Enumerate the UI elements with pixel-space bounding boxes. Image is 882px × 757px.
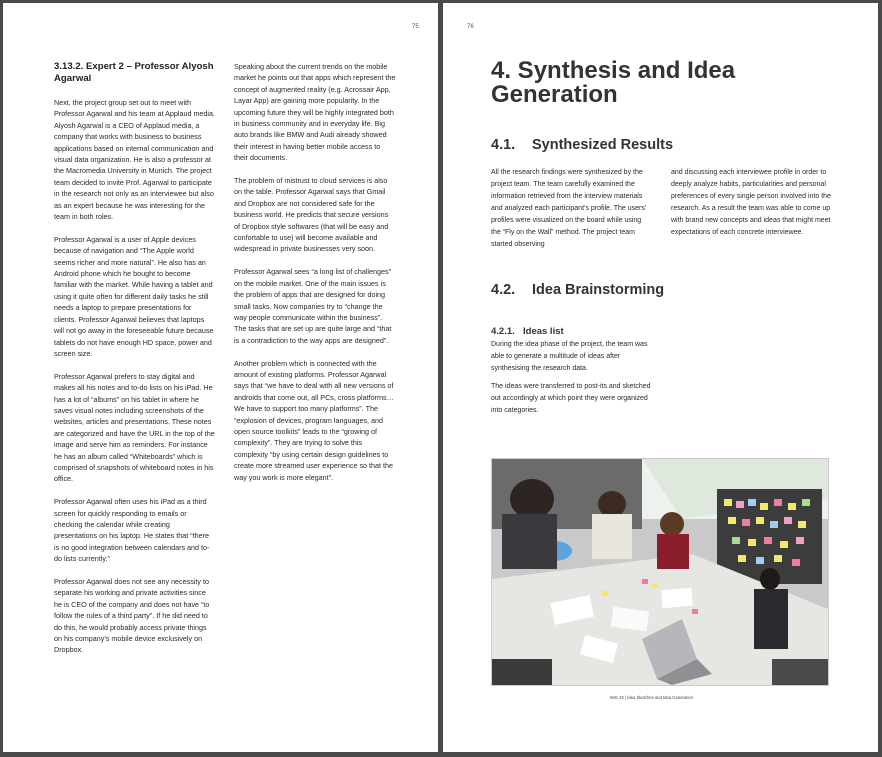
left-column-a	[54, 61, 215, 667]
section-heading-4-2	[491, 282, 664, 298]
page-number: 76	[467, 24, 474, 30]
section-title: 3.13.2. Expert 2 – Professor Alyosh Agarwal	[54, 61, 214, 84]
chapter-title: 4. Synthesis and Idea Generation	[491, 57, 736, 108]
subsection-heading-4-2-1	[491, 326, 564, 337]
paragraph: Professor Agarwal is a user of Apple devices because of navigation and “The Apple world seems richer and more natural”. He also has an Android phone which he bought to become familiar with the market. While having a tablet and using it quite often for different daily tasks he still needs a laptop to prepare presentations for clients. Professor Agarwal believes that laptops will not go away in the foreseeable future because tablets do not have enough HD space, power and screen size.	[54, 234, 214, 358]
paragraph: Professor Agarwal does not see any necessity to separate his working and private activities since he is CEO of the company and does not have “to follow the rules of a third party”. If he did need to do this, he would probably access private things on his company’s mobile device exclusively on Dropbox.	[54, 577, 210, 655]
section-title: Synthesized Results	[532, 137, 674, 153]
paragraph: and discussing each interviewee profile in order to deeply analyze habits, particularities and personal preferences of every single person involved into the research. As a result the team was able to come up with brand new concepts and ideas that might meet expectations of each concrete interviewee.	[671, 169, 831, 236]
section-title: Idea Brainstorming	[532, 282, 665, 298]
page-number: 75	[412, 24, 419, 30]
paragraph: During the idea phase of the project, the team was able to generate a multitude of ideas after synthesising the research data.	[491, 341, 648, 372]
paragraph: The problem of mistrust to cloud services is also on the table. Professor Agarwal says that Gmail and Dropbox are not considered safe for the business world. He predicts that secure versions of Dropbox style softwares (that will be easy and confortable to use) will become available and widespread in private businesses very soon.	[234, 176, 389, 254]
subsection-title: Ideas list	[523, 326, 564, 337]
figure-caption: IMG 43 | Idea Sketches and Idea Generation	[610, 695, 694, 700]
paragraph: Professor Agarwal sees “a long list of challenges” on the mobile market. One of the main issues is the problem of apps that are designed for doing small tasks. Now companies try to “change the way people communicate within the business”. The tasks that are set up are quite large and “that is a contradiction to the way apps are designed”.	[234, 267, 392, 345]
left-page	[3, 3, 438, 752]
paragraph: The ideas were transferred to post-its and sketched out accordingly at which point they were organized into categories.	[491, 383, 651, 414]
section-number: 4.2.	[491, 282, 516, 298]
paragraph: Another problem which is connected with the amount of existing platforms. Professor Agarwal says that “we have to deal with all new versions of androids that come out, all PCs, cross platforms…We have to support too many platforms”. The “explosion of devices, program languages, and open source toolkits” leads to the “growing of complexity”. They are trying to solve this complexity “by using certain design guidelines to create more streamed user experience so that the way you work is more elegant”.	[234, 358, 394, 482]
section-heading-4-1	[491, 137, 673, 153]
paragraph: Professor Agarwal prefers to stay digital and makes all his notes and to-do lists on his iPad. He has a lot of “albums” on his tablet in where he saves visual notes including screenshots of the websites, articles and presentations. These notes are categorized and have the URL in the top of the image and serve him as reminders. For instance he has an album called “Whiteboards” which is comprised of snapshots of whiteboard notes in his office.	[54, 371, 215, 484]
right-page	[443, 3, 878, 752]
brainstorm-photo	[491, 458, 829, 686]
synth-column-b	[671, 167, 835, 245]
paragraph: Next, the project group set out to meet with Professor Agarwal and his team at Applaud media. Alyosh Agarwal is a CEO of Applaud media, a company that works with business to business applications based on internal communication and visual data organization. He is also a professor at the Macromedia University in Munich. The project team decided to invite Prof. Agarwal to participate in the research not only as an interviewee but also as an expert because he was interesting for the team in both roles.	[54, 98, 216, 222]
paragraph: All the research findings were synthesized by the project team. The team carefully examined the information retrieved from the interview materials and analyzed each participant’s profile. The users’ profiles were visualized on the board while using the “Fly on the Wall” method. The project team started observing	[491, 169, 647, 248]
left-column-b	[234, 61, 396, 494]
section-number: 4.1.	[491, 137, 516, 153]
synth-column-a	[491, 167, 651, 257]
subsection-number: 4.2.1.	[491, 326, 515, 337]
paragraph: Speaking about the current trends on the mobile market he points out that apps which represent the concept of augmented reality (e.g. Acrossair App, Layar App) are gaining more popularity. In the upcoming future they will be highly integrated both in business community and in everyday life. Big auto brands like BMW and Audi already showed their interest in having better mobile access to their documents.	[234, 62, 396, 163]
ideas-list-text	[491, 339, 653, 423]
paragraph: Professor Agarwal often uses his iPad as a third screen for quickly responding to emails or checking the calendar while creating presentations on his laptop. He states that “there is no good integration between calendars and to-do lists currently.”	[54, 497, 210, 564]
